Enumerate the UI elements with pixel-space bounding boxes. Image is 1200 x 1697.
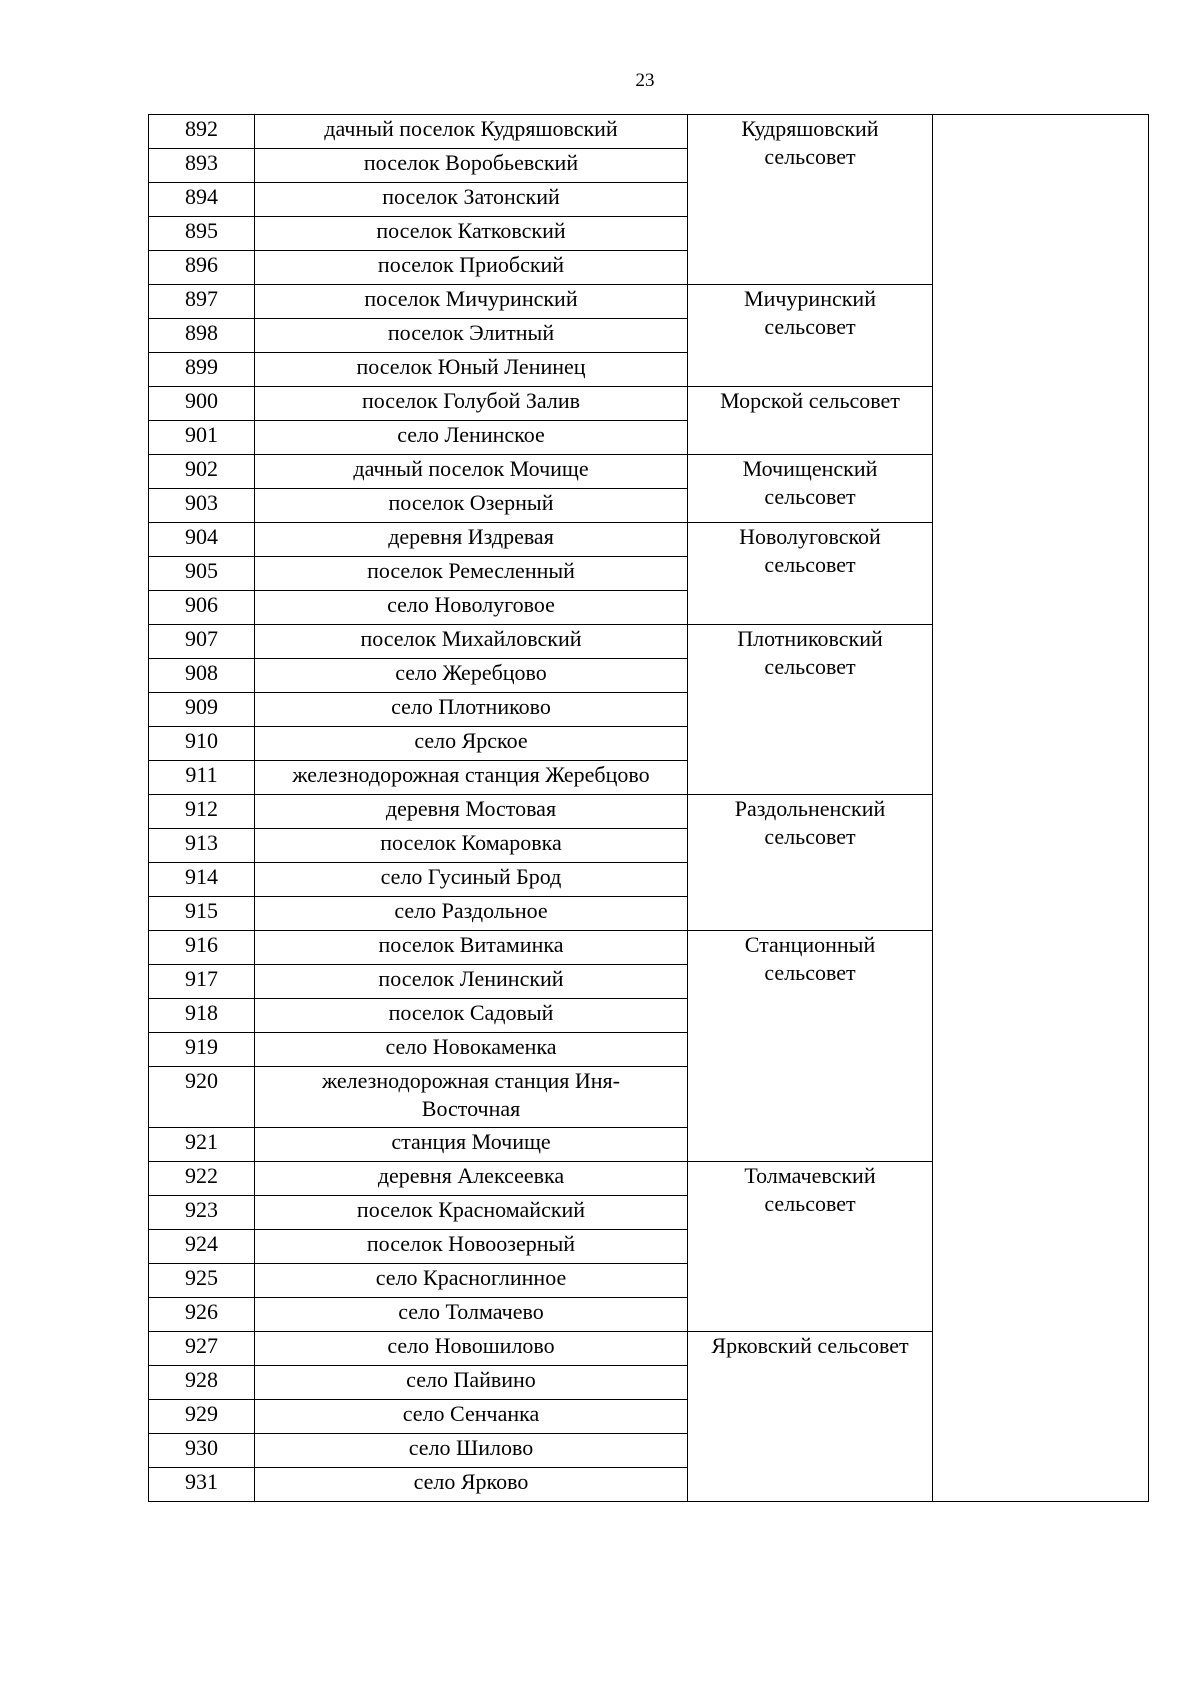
row-number: 906	[149, 591, 255, 625]
row-number: 903	[149, 489, 255, 523]
row-number: 929	[149, 1400, 255, 1434]
row-number: 908	[149, 659, 255, 693]
row-number: 894	[149, 183, 255, 217]
row-number: 904	[149, 523, 255, 557]
settlement-name: село Новошилово	[255, 1332, 688, 1366]
row-number: 916	[149, 931, 255, 965]
settlement-name: поселок Элитный	[255, 319, 688, 353]
settlement-name: село Плотниково	[255, 693, 688, 727]
settlement-name: поселок Красномайский	[255, 1196, 688, 1230]
council-name: Толмачевский сельсовет	[688, 1162, 933, 1332]
settlement-name: железнодорожная станция Жеребцово	[255, 761, 688, 795]
settlement-name: деревня Издревая	[255, 523, 688, 557]
settlement-name: поселок Витаминка	[255, 931, 688, 965]
row-number: 926	[149, 1298, 255, 1332]
row-number: 913	[149, 829, 255, 863]
council-name: Раздольненский сельсовет	[688, 795, 933, 931]
council-name: Новолуговской сельсовет	[688, 523, 933, 625]
settlement-name: поселок Садовый	[255, 999, 688, 1033]
settlement-name: поселок Ремесленный	[255, 557, 688, 591]
settlement-name: поселок Катковский	[255, 217, 688, 251]
row-number: 895	[149, 217, 255, 251]
settlement-name: село Новокаменка	[255, 1033, 688, 1067]
row-number: 928	[149, 1366, 255, 1400]
row-number: 893	[149, 149, 255, 183]
settlement-name: село Ленинское	[255, 421, 688, 455]
empty-column	[933, 115, 1149, 1502]
row-number: 915	[149, 897, 255, 931]
row-number: 909	[149, 693, 255, 727]
page-number: 23	[635, 70, 655, 91]
row-number: 931	[149, 1468, 255, 1502]
settlement-name: деревня Алексеевка	[255, 1162, 688, 1196]
row-number: 902	[149, 455, 255, 489]
settlement-name: село Пайвино	[255, 1366, 688, 1400]
row-number: 921	[149, 1128, 255, 1162]
settlement-name: станция Мочище	[255, 1128, 688, 1162]
table-row	[149, 115, 1149, 149]
settlement-name: дачный поселок Кудряшовский	[255, 115, 688, 149]
settlement-name: село Ярково	[255, 1468, 688, 1502]
settlement-name: село Раздольное	[255, 897, 688, 931]
settlement-name: поселок Ленинский	[255, 965, 688, 999]
row-number: 897	[149, 285, 255, 319]
row-number: 930	[149, 1434, 255, 1468]
settlement-name: село Красноглинное	[255, 1264, 688, 1298]
settlement-name: деревня Мостовая	[255, 795, 688, 829]
row-number: 911	[149, 761, 255, 795]
settlement-name: поселок Комаровка	[255, 829, 688, 863]
settlement-name: село Гусиный Брод	[255, 863, 688, 897]
row-number: 922	[149, 1162, 255, 1196]
settlement-name: поселок Мичуринский	[255, 285, 688, 319]
settlement-name: село Ярское	[255, 727, 688, 761]
row-number: 900	[149, 387, 255, 421]
settlement-name: поселок Приобский	[255, 251, 688, 285]
settlement-name: дачный поселок Мочище	[255, 455, 688, 489]
row-number: 925	[149, 1264, 255, 1298]
council-name: Кудряшовский сельсовет	[688, 115, 933, 285]
row-number: 907	[149, 625, 255, 659]
row-number: 899	[149, 353, 255, 387]
row-number: 910	[149, 727, 255, 761]
row-number: 924	[149, 1230, 255, 1264]
settlements-table	[148, 114, 1149, 1502]
settlement-name: село Жеребцово	[255, 659, 688, 693]
council-name: Ярковский сельсовет	[688, 1332, 933, 1502]
row-number: 898	[149, 319, 255, 353]
settlement-name: поселок Юный Ленинец	[255, 353, 688, 387]
settlement-name: поселок Затонский	[255, 183, 688, 217]
row-number: 919	[149, 1033, 255, 1067]
settlement-name: село Толмачево	[255, 1298, 688, 1332]
row-number: 905	[149, 557, 255, 591]
settlement-name: село Сенчанка	[255, 1400, 688, 1434]
row-number: 927	[149, 1332, 255, 1366]
council-name: Морской сельсовет	[688, 387, 933, 455]
settlement-name: поселок Воробьевский	[255, 149, 688, 183]
row-number: 912	[149, 795, 255, 829]
settlement-name: село Шилово	[255, 1434, 688, 1468]
settlement-name: поселок Голубой Залив	[255, 387, 688, 421]
row-number: 914	[149, 863, 255, 897]
council-name: Мочищенский сельсовет	[688, 455, 933, 523]
row-number: 892	[149, 115, 255, 149]
settlement-name: село Новолуговое	[255, 591, 688, 625]
row-number: 923	[149, 1196, 255, 1230]
council-name: Мичуринский сельсовет	[688, 285, 933, 387]
row-number: 920	[149, 1067, 255, 1128]
settlement-name: железнодорожная станция Иня- Восточная	[255, 1067, 688, 1128]
row-number: 901	[149, 421, 255, 455]
settlement-name: поселок Озерный	[255, 489, 688, 523]
council-name: Плотниковский сельсовет	[688, 625, 933, 795]
settlement-name: поселок Михайловский	[255, 625, 688, 659]
table-body	[149, 115, 1149, 1502]
settlement-name: поселок Новоозерный	[255, 1230, 688, 1264]
council-name: Станционный сельсовет	[688, 931, 933, 1162]
row-number: 896	[149, 251, 255, 285]
row-number: 917	[149, 965, 255, 999]
row-number: 918	[149, 999, 255, 1033]
